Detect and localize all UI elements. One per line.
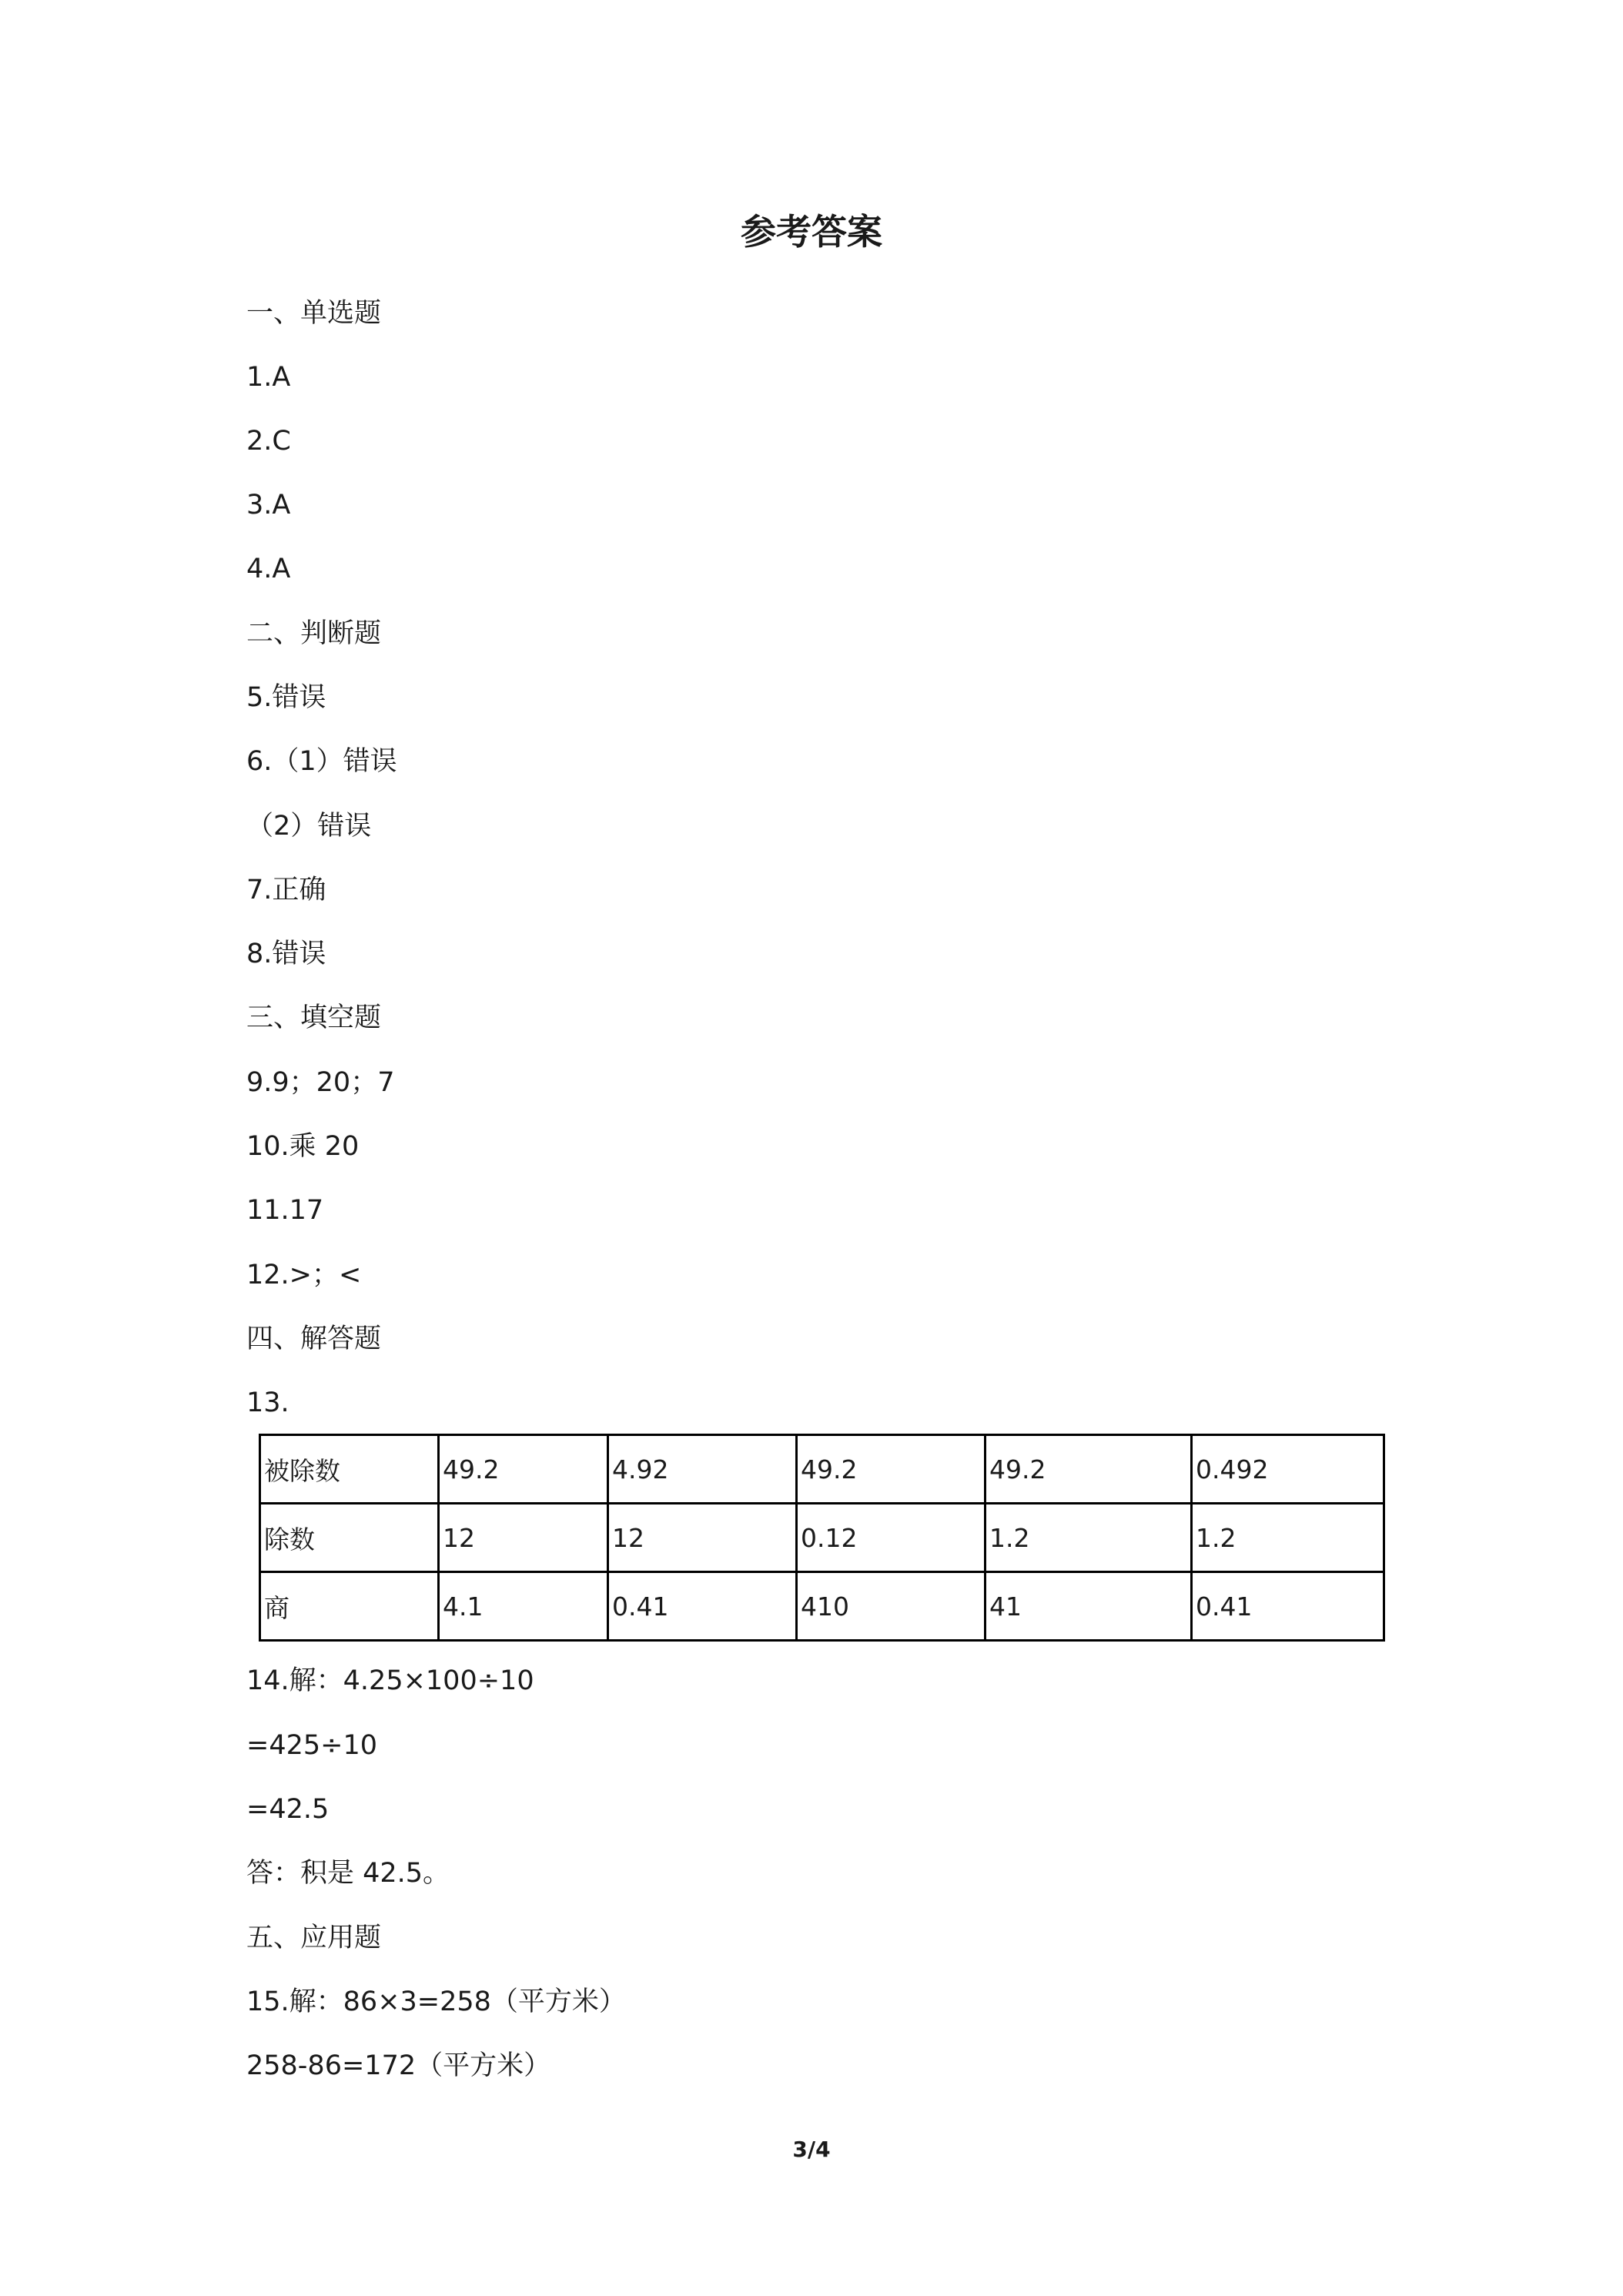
answer-line: 10.乘 20: [246, 1131, 360, 1162]
answer-line: 15.解：86×3=258（平方米）: [246, 1986, 626, 2017]
section-heading-solve: 四、解答题: [246, 1324, 382, 1354]
table-row: [260, 1572, 1384, 1641]
answer-line: 6.（1）错误: [246, 746, 397, 777]
table-cell: 除数: [260, 1504, 439, 1572]
table-cell: 0.41: [1192, 1572, 1384, 1641]
answer-line: 11.17: [246, 1195, 324, 1226]
table-cell: 1.2: [1192, 1504, 1384, 1572]
table-cell: 1.2: [986, 1504, 1192, 1572]
answer-line: 258-86=172（平方米）: [246, 2050, 551, 2081]
table-cell: 49.2: [797, 1435, 986, 1504]
section-heading-fill-blank: 三、填空题: [246, 1002, 382, 1033]
section-heading-application: 五、应用题: [246, 1923, 382, 1953]
answer-line: 答：积是 42.5。: [246, 1858, 450, 1889]
table-row: [260, 1435, 1384, 1504]
table-cell: 41: [986, 1572, 1192, 1641]
table-cell: 0.12: [797, 1504, 986, 1572]
page-title: 参考答案: [741, 211, 882, 253]
answer-line: 8.错误: [246, 939, 326, 969]
answer-line: =425÷10: [246, 1730, 377, 1761]
table-cell: 4.92: [608, 1435, 797, 1504]
table-cell: 49.2: [439, 1435, 608, 1504]
table-cell: 0.41: [608, 1572, 797, 1641]
answer-line: 1.A: [246, 362, 291, 393]
table-cell: 4.1: [439, 1572, 608, 1641]
answer-line: 4.A: [246, 554, 291, 584]
section-heading-single-choice: 一、单选题: [246, 298, 382, 329]
table-cell: 410: [797, 1572, 986, 1641]
division-table: [259, 1434, 1385, 1642]
answer-line: 7.正确: [246, 875, 326, 905]
page-number: 3/4: [792, 2137, 831, 2162]
section-heading-true-false: 二、判断题: [246, 618, 382, 649]
answer-line: 12.>；<: [246, 1260, 362, 1290]
table-row: [260, 1504, 1384, 1572]
table-cell: 12: [439, 1504, 608, 1572]
answer-line: =42.5: [246, 1794, 330, 1825]
table-cell: 49.2: [986, 1435, 1192, 1504]
answer-line: 14.解：4.25×100÷10: [246, 1665, 534, 1696]
table-cell: 商: [260, 1572, 439, 1641]
answer-line: 9.9；20；7: [246, 1067, 395, 1098]
answer-line: 2.C: [246, 426, 291, 457]
table-cell: 12: [608, 1504, 797, 1572]
table-cell: 0.492: [1192, 1435, 1384, 1504]
answer-line: 13.: [246, 1387, 289, 1418]
answer-line: 3.A: [246, 490, 291, 520]
answer-line: （2）错误: [246, 811, 372, 842]
answer-line: 5.错误: [246, 682, 326, 713]
table-cell: 被除数: [260, 1435, 439, 1504]
